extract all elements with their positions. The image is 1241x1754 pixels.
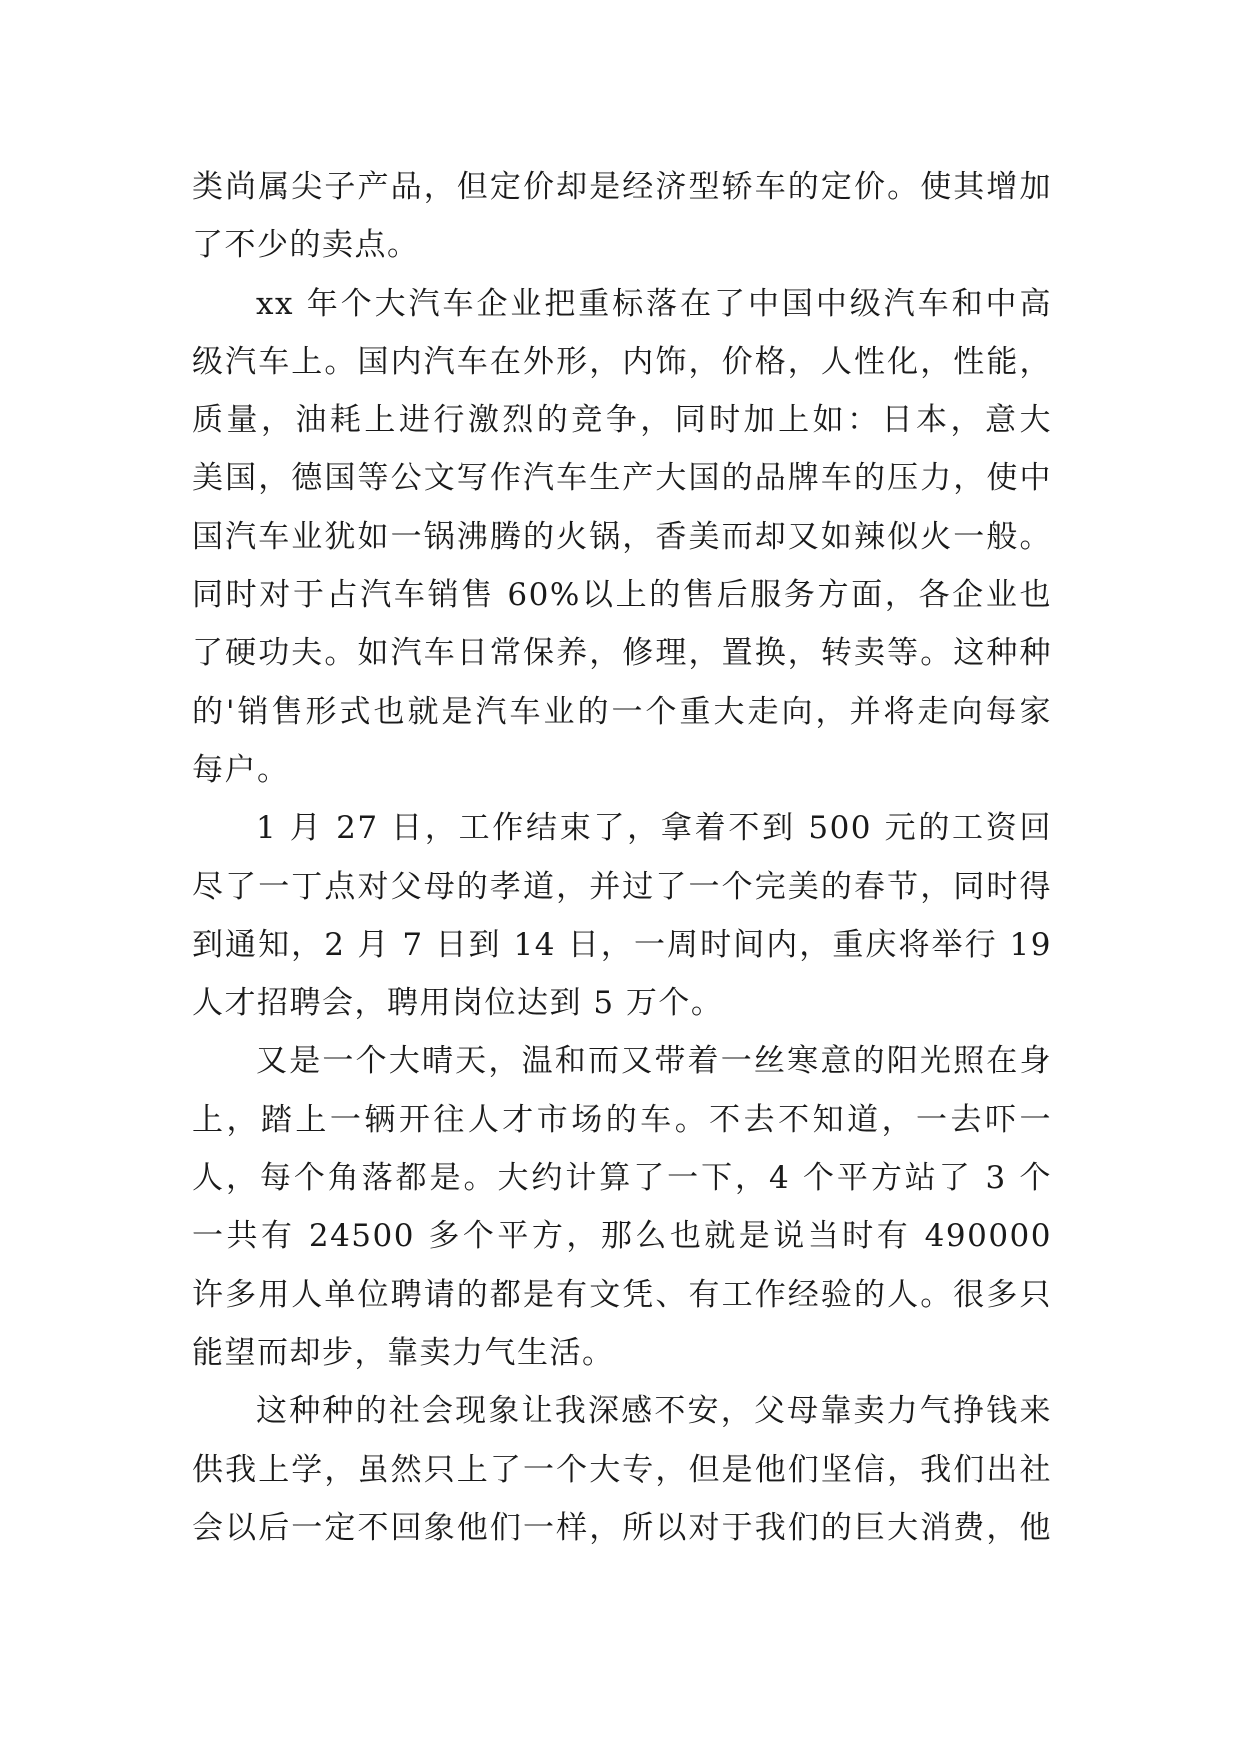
text-line: 类尚属尖子产品，但定价却是经济型轿车的定价。使其增加 (192, 169, 1052, 205)
text-line: 国汽车业犹如一锅沸腾的火锅，香美而却又如辣似火一般。 (192, 518, 1052, 555)
text-line: 质量，油耗上进行激烈的竞争，同时加上如：日本，意大 (192, 402, 1052, 439)
text-line: 美国，德国等公文写作汽车生产大国的品牌车的压力，使中 (192, 460, 1052, 497)
text-line: 到通知，2 月 7 日到 14 日，一周时间内，重庆将举行 19 (192, 926, 1052, 963)
text-line: xx 年个大汽车企业把重标落在了中国中级汽车和中高 (256, 285, 1052, 322)
text-line: 同时对于占汽车销售 60%以上的售后服务方面，各企业也 (192, 577, 1052, 614)
text-line: 人才招聘会，聘用岗位达到 5 万个。 (192, 985, 724, 1022)
text-line: 人，每个角落都是。大约计算了一下，4 个平方站了 3 个 (192, 1160, 1052, 1197)
text-line: 一共有 24500 多个平方，那么也就是说当时有 490000 (192, 1218, 1052, 1255)
text-line: 这种种的社会现象让我深感不安，父母靠卖力气挣钱来 (256, 1393, 1052, 1430)
text-line: 了硬功夫。如汽车日常保养，修理，置换，转卖等。这种种 (192, 635, 1052, 672)
text-line: 会以后一定不回象他们一样，所以对于我们的巨大消费，他 (192, 1509, 1052, 1546)
text-line: 了不少的卖点。 (192, 227, 420, 264)
text-line: 每户。 (192, 751, 290, 788)
text-line: 供我上学，虽然只上了一个大专，但是他们坚信，我们出社 (192, 1451, 1052, 1488)
text-line: 1 月 27 日，工作结束了，拿着不到 500 元的工资回 (256, 810, 1052, 847)
text-line: 又是一个大晴天，温和而又带着一丝寒意的阳光照在身 (256, 1043, 1052, 1080)
document-body (192, 158, 1052, 1557)
text-line: 的'销售形式也就是汽车业的一个重大走向，并将走向每家 (192, 693, 1052, 730)
text-line: 级汽车上。国内汽车在外形，内饰，价格，人性化，性能， (192, 343, 1052, 380)
text-line: 许多用人单位聘请的都是有文凭、有工作经验的人。很多只 (192, 1276, 1052, 1313)
text-line: 尽了一丁点对父母的孝道，并过了一个完美的春节，同时得 (192, 868, 1052, 905)
text-line: 能望而却步，靠卖力气生活。 (192, 1334, 615, 1371)
text-line: 上，踏上一辆开往人才市场的车。不去不知道，一去吓一 (192, 1101, 1052, 1138)
